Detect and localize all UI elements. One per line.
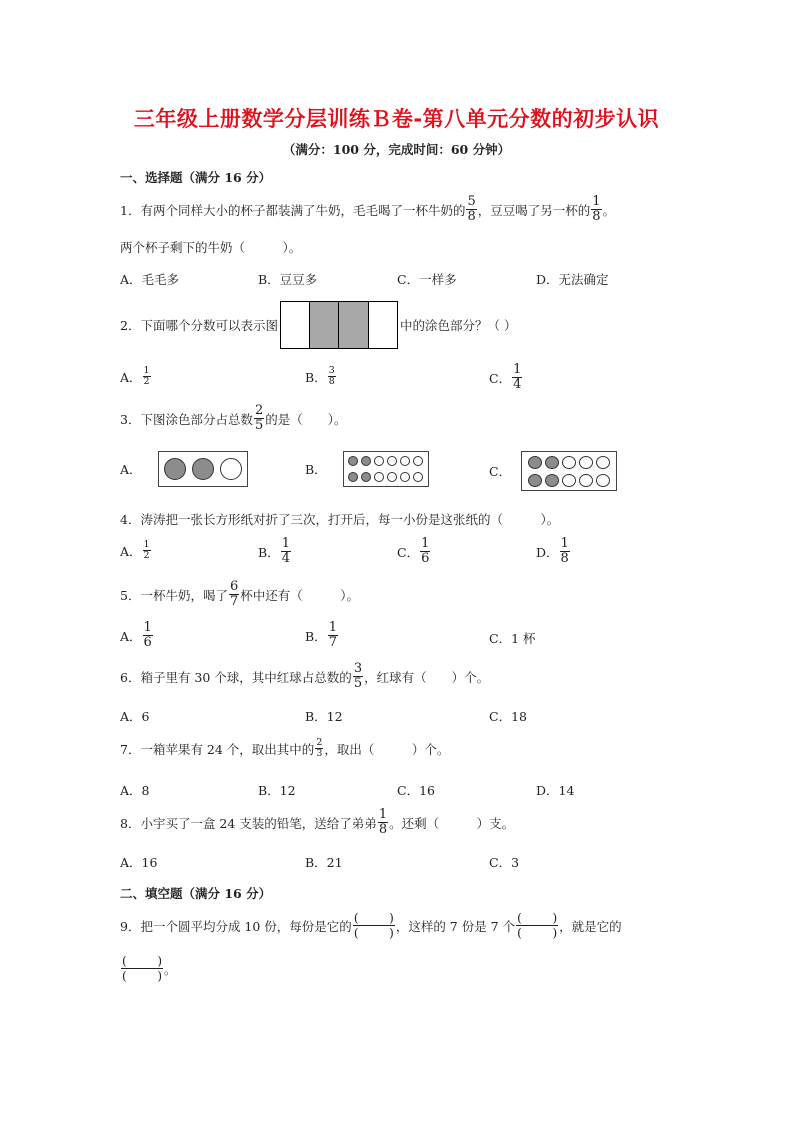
blank-fraction[interactable]: ( ) ( ) [122, 954, 162, 983]
question-4: 4．涛涛把一张长方形纸对折了三次，打开后，每一小份是这张纸的（ ）。 [120, 512, 560, 527]
question-3: 3．下图涂色部分占总数 $\frac{2}{5}$ 的是（ ）。 [120, 403, 347, 433]
peach-icon [400, 456, 410, 466]
option-b[interactable]: B．12 [305, 709, 343, 724]
shaded-bar-figure [280, 301, 398, 349]
option-d[interactable]: D．无法确定 [536, 272, 609, 287]
option-b[interactable]: B． [305, 451, 429, 487]
fruit-icon-shaded [545, 456, 559, 469]
option-c[interactable]: C． $\frac{1}{4}$ [489, 362, 522, 392]
fraction: $\frac{1}{2}$ [143, 365, 150, 387]
fraction: $\frac{2}{3}$ [316, 737, 323, 759]
flower-icon-shaded [192, 458, 214, 480]
flower-icon-shaded [164, 458, 186, 480]
blank-fraction[interactable]: ( ) ( ) [353, 911, 394, 940]
fraction: $\frac{1}{2}$ [143, 539, 150, 561]
option-c[interactable]: C．1 杯 [489, 631, 536, 646]
fruit-icon [579, 474, 593, 487]
fruit-icon [562, 474, 576, 487]
fraction: $\frac{1}{4}$ [281, 536, 290, 566]
option-d[interactable]: D． $\frac{1}{8}$ [536, 536, 569, 566]
peach-icon [400, 472, 410, 482]
option-c[interactable]: C． [489, 451, 617, 491]
fraction: $\frac{6}{7}$ [229, 579, 239, 609]
fruit-icon-shaded [528, 474, 542, 487]
question-1-line2: 两个杯子剩下的牛奶（ ）。 [120, 240, 302, 255]
peach-icon [413, 472, 423, 482]
option-b[interactable]: B．12 [258, 783, 296, 798]
fruit-icon [562, 456, 576, 469]
exam-info: （满分：100 分，完成时间：60 分钟） [282, 142, 511, 157]
option-b[interactable]: B．21 [305, 855, 343, 870]
section-heading-fill-blank: 二、填空题（满分 16 分） [120, 886, 272, 901]
question-9: 9．把一个圆平均分成 10 份，每份是它的 ( ) ( ) ，这样的 7 份是 7 个 ( ) ( ) ，就是它的 [120, 911, 622, 940]
option-a[interactable]: A． $\frac{1}{2}$ [120, 365, 150, 387]
question-1: 1．有两个同样大小的杯子都装满了牛奶，毛毛喝了一杯牛奶的 $\frac{5}{8}$ ，豆豆喝了另一杯的 $\frac{1}{8}$ 。 [120, 194, 616, 224]
fruits-picture [521, 451, 617, 491]
fraction: $\frac{1}{6}$ [143, 620, 152, 650]
question-text: 1．有两个同样大小的杯子都装满了牛奶，毛毛喝了一杯牛奶的 [120, 202, 466, 218]
flowers-picture [158, 451, 248, 487]
option-c[interactable]: C． $\frac{1}{6}$ [397, 536, 430, 566]
fruit-icon [579, 456, 593, 469]
question-8: 8．小宇买了一盒 24 支装的铅笔，送给了弟弟 $\frac{1}{8}$ 。还剩（ ）支。 [120, 807, 515, 837]
flower-icon [220, 458, 242, 480]
fruit-icon [596, 456, 610, 469]
fraction: $\frac{1}{8}$ [592, 194, 601, 224]
bar-part [281, 302, 310, 348]
option-a[interactable]: A． [120, 451, 248, 487]
question-5: 5．一杯牛奶，喝了 $\frac{6}{7}$ 杯中还有（ ）。 [120, 579, 360, 609]
fruit-icon-shaded [528, 456, 542, 469]
peach-icon-shaded [361, 456, 371, 466]
option-c[interactable]: C．18 [489, 709, 527, 724]
peach-icon [374, 456, 384, 466]
option-b[interactable]: B． $\frac{1}{7}$ [305, 620, 337, 650]
option-a[interactable]: A．6 [120, 709, 150, 724]
question-2: 2．下面哪个分数可以表示图 中的涂色部分？（ ） [120, 301, 516, 349]
option-a[interactable]: A． $\frac{1}{2}$ [120, 539, 150, 561]
question-9-line2: ( ) ( ) 。 [122, 954, 177, 983]
option-b[interactable]: B． $\frac{1}{4}$ [258, 536, 290, 566]
peach-icon-shaded [361, 472, 371, 482]
fraction: $\frac{1}{8}$ [378, 807, 388, 837]
peach-icon [387, 472, 397, 482]
blank-fraction[interactable]: ( ) ( ) [517, 911, 558, 940]
fraction: $\frac{1}{7}$ [328, 620, 337, 650]
bar-part-shaded [310, 302, 339, 348]
peaches-picture [343, 451, 429, 487]
peach-icon [374, 472, 384, 482]
option-c[interactable]: C．16 [397, 783, 435, 798]
fraction: $\frac{1}{6}$ [421, 536, 430, 566]
option-a[interactable]: A． $\frac{1}{6}$ [120, 620, 152, 650]
option-b[interactable]: B．豆豆多 [258, 272, 318, 287]
peach-icon [387, 456, 397, 466]
fraction: $\frac{3}{8}$ [328, 365, 335, 387]
fruit-icon-shaded [545, 474, 559, 487]
page-title: 三年级上册数学分层训练Ｂ卷-第八单元分数的初步认识 [133, 107, 660, 131]
section-heading-choice: 一、选择题（满分 16 分） [120, 170, 272, 185]
question-7: 7．一箱苹果有 24 个，取出其中的 $\frac{2}{3}$ ，取出（ ）个。 [120, 737, 450, 759]
option-a[interactable]: A．8 [120, 783, 150, 798]
fraction: $\frac{1}{8}$ [560, 536, 569, 566]
option-d[interactable]: D．14 [536, 783, 575, 798]
fraction: $\frac{1}{4}$ [513, 362, 522, 392]
fraction: $\frac{3}{5}$ [353, 661, 363, 691]
option-c[interactable]: C．一样多 [397, 272, 457, 287]
fraction: $\frac{5}{8}$ [467, 194, 476, 224]
option-a[interactable]: A．毛毛多 [120, 272, 180, 287]
peach-icon-shaded [348, 472, 358, 482]
fruit-icon [596, 474, 610, 487]
question-6: 6．箱子里有 30 个球，其中红球占总数的 $\frac{3}{5}$ ，红球有（ ）个。 [120, 661, 490, 691]
option-a[interactable]: A．16 [120, 855, 158, 870]
peach-icon [413, 456, 423, 466]
option-c[interactable]: C．3 [489, 855, 520, 870]
bar-part [369, 302, 397, 348]
peach-icon-shaded [348, 456, 358, 466]
option-b[interactable]: B． $\frac{3}{8}$ [305, 365, 335, 387]
bar-part-shaded [339, 302, 368, 348]
fraction: $\frac{2}{5}$ [254, 403, 264, 433]
